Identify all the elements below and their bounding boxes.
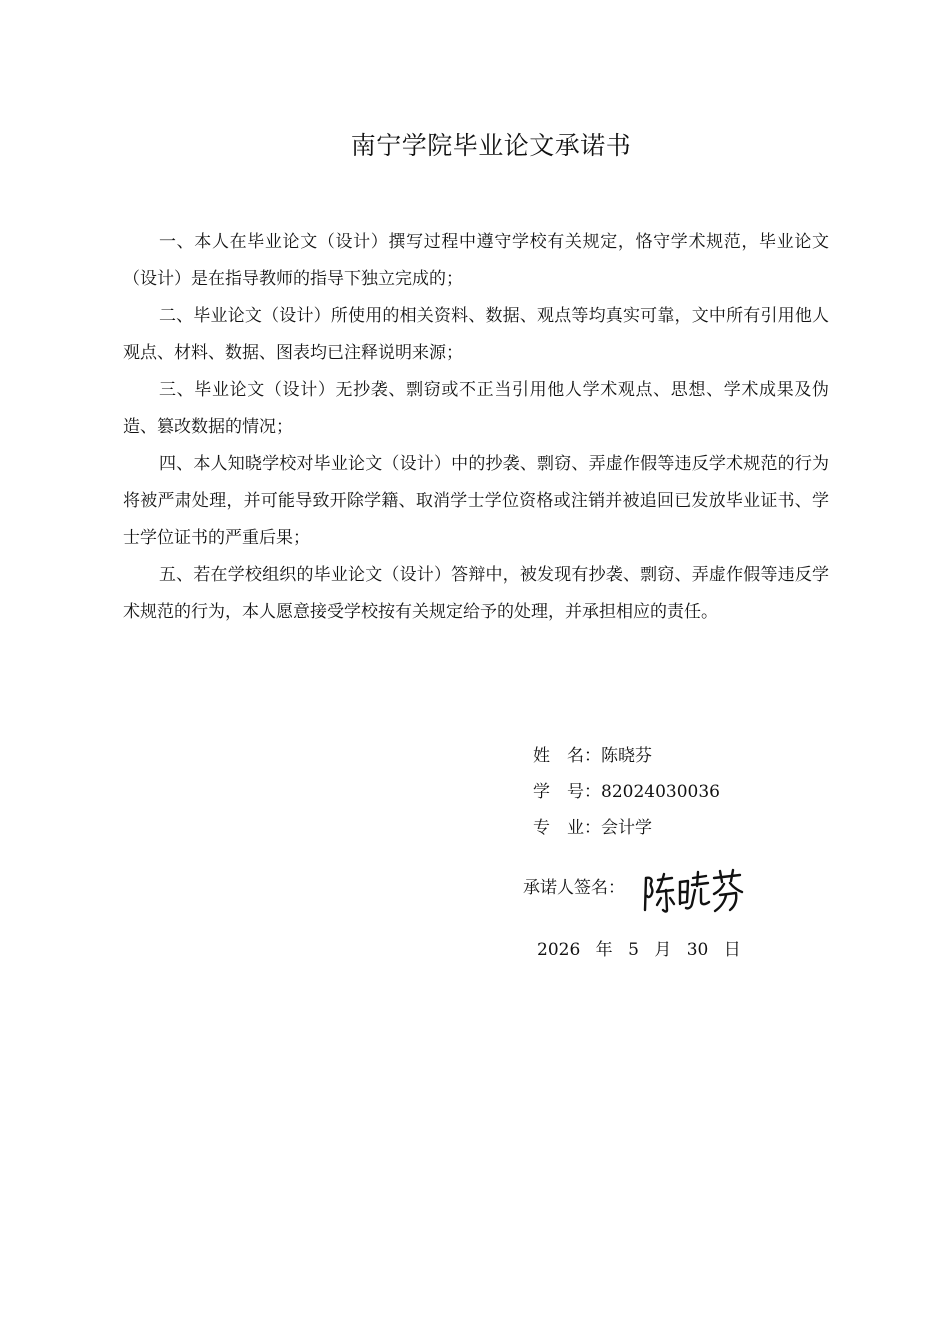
commitment-clause-3: 三、毕业论文（设计）无抄袭、剽窃或不正当引用他人学术观点、思想、学术成果及伪造、篡改数据的情况； — [123, 380, 829, 437]
student-id-label: 学 号： — [533, 782, 601, 802]
commitment-clause-1: 一、本人在毕业论文（设计）撰写过程中遵守学校有关规定，恪守学术规范，毕业论文（设计）是在指导教师的指导下独立完成的； — [123, 232, 829, 289]
date-day-unit: 日 — [723, 940, 741, 960]
student-name-value: 陈晓芬 — [601, 746, 652, 766]
student-id-row — [533, 774, 720, 810]
document-title: 南宁学院毕业论文承诺书 — [350, 131, 632, 160]
date-month-unit: 月 — [654, 940, 672, 960]
student-major-label: 专 业： — [533, 818, 601, 838]
date-year: 2026 — [537, 940, 581, 960]
commitment-clause-4: 四、本人知晓学校对毕业论文（设计）中的抄袭、剽窃、弄虚作假等违反学术规范的行为将被严肃处理，并可能导致开除学籍、取消学士学位资格或注销并被追回已发放毕业证书、学士学位证书的严重后果； — [123, 454, 829, 548]
student-name-row — [533, 738, 720, 774]
student-major-value: 会计学 — [601, 818, 652, 838]
commitment-clause-5: 五、若在学校组织的毕业论文（设计）答辩中，被发现有抄袭、剽窃、弄虚作假等违反学术规范的行为，本人愿意接受学校按有关规定给予的处理，并承担相应的责任。 — [123, 565, 829, 622]
signature-label: 承诺人签名： — [523, 878, 625, 898]
commitment-date — [537, 932, 747, 968]
date-year-unit: 年 — [595, 940, 613, 960]
student-name-label: 姓 名： — [533, 746, 601, 766]
student-major-row — [533, 810, 720, 846]
student-info — [533, 738, 720, 846]
commitment-body — [123, 224, 829, 631]
handwritten-signature — [640, 868, 750, 918]
commitment-clause-2: 二、毕业论文（设计）所使用的相关资料、数据、观点等均真实可靠，文中所有引用他人观点、材料、数据、图表均已注释说明来源； — [123, 306, 829, 363]
student-id-value: 82024030036 — [601, 782, 720, 802]
signature-row — [523, 870, 625, 906]
date-month: 5 — [628, 940, 639, 960]
date-day: 30 — [686, 940, 709, 960]
